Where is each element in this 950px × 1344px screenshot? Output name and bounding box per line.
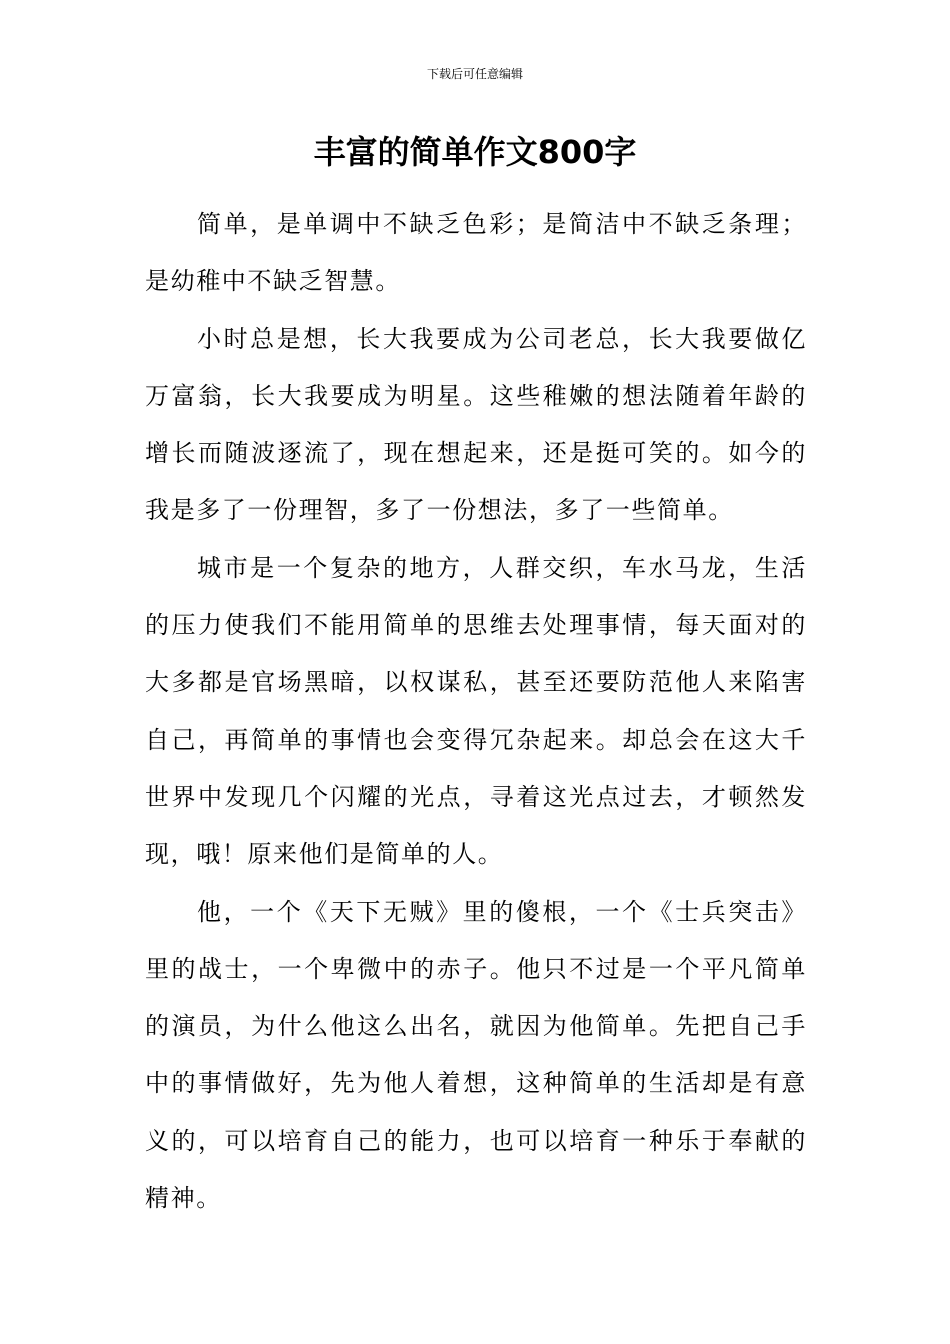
paragraph-1: 简单，是单调中不缺乏色彩；是简洁中不缺乏条理；是幼稚中不缺乏智慧。 bbox=[145, 210, 807, 296]
essay-body bbox=[145, 196, 807, 1227]
paragraph-3: 城市是一个复杂的地方，人群交织，车水马龙，生活的压力使我们不能用简单的思维去处理事情，每天面对的大多都是官场黑暗，以权谋私，甚至还要防范他人来陷害自己，再简单的事情也会变得冗杂起来。却总会在这大千世界中发现几个闪耀的光点，寻着这光点过去，才顿然发现，哦！原来他们是简单的人。 bbox=[145, 553, 807, 869]
paragraph-2: 小时总是想，长大我要成为公司老总，长大我要做亿万富翁，长大我要成为明星。这些稚嫩的想法随着年龄的增长而随波逐流了，现在想起来，还是挺可笑的。如今的我是多了一份理智，多了一份想法，多了一些简单。 bbox=[145, 324, 807, 525]
header-note: 下载后可任意编辑 bbox=[426, 67, 523, 81]
document-title: 丰富的简单作文800字 bbox=[313, 133, 637, 171]
paragraph-4: 他，一个《天下无贼》里的傻根，一个《士兵突击》里的战士，一个卑微中的赤子。他只不过是一个平凡简单的演员，为什么他这么出名，就因为他简单。先把自己手中的事情做好，先为他人着想，这种简单的生活却是有意义的，可以培育自己的能力，也可以培育一种乐于奉献的精神。 bbox=[145, 897, 807, 1213]
